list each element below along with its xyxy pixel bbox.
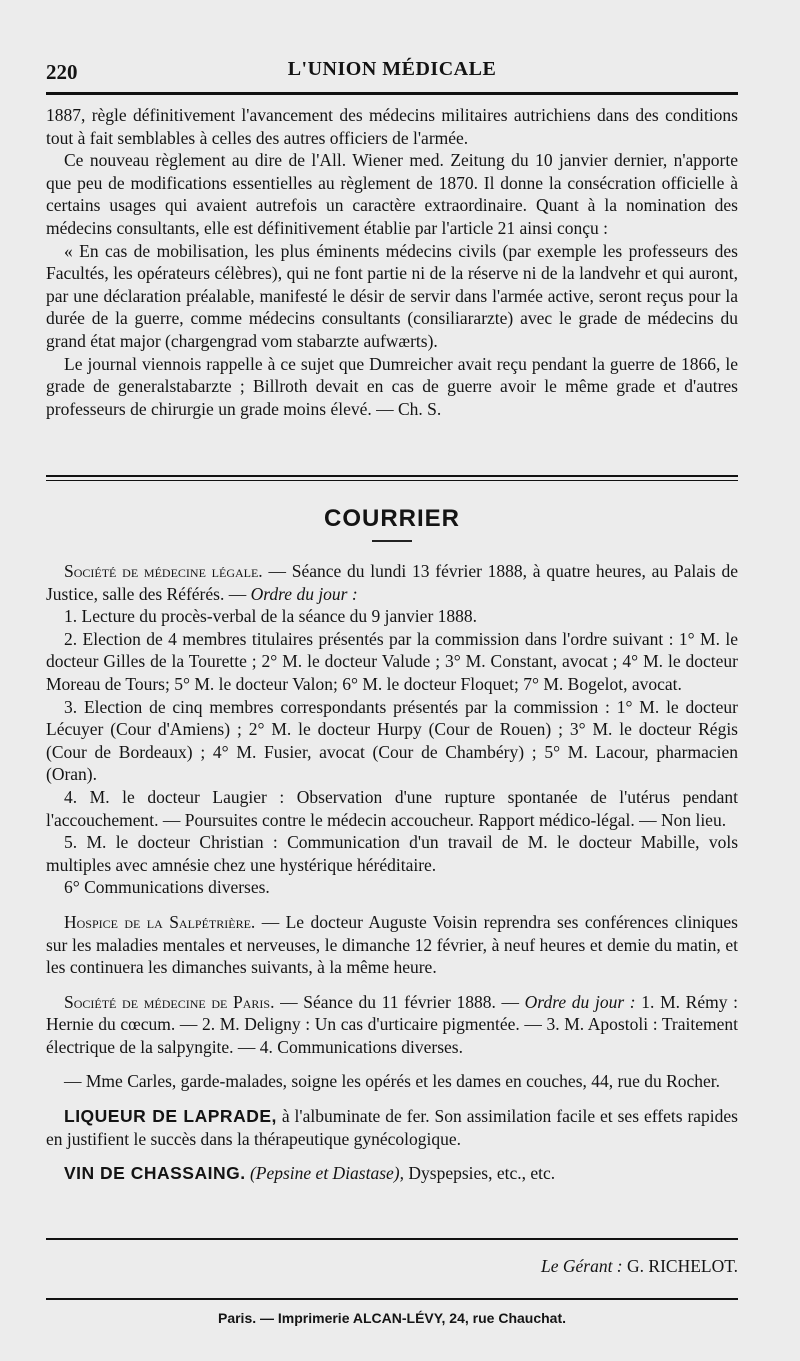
agenda-label: Ordre du jour : [250,583,358,604]
article-quote: « En cas de mobilisation, les plus éminents médecins civils (par exemple les professeurs des Facultés, les opérateurs célèbres), qui ne font partie ni de la réserve ni de la landvehr et qui auront, par une déclaration préalable, manifesté le désir de servir dans l'armée active, seront reçus pour la durée de la guerre, comme médecins consultants (consiliararzte) avec le grade de médecins du grand état major (chargengrad vom stabarzte aufwærts). [46,240,738,351]
agenda-item: 6° Communications diverses. [64,877,270,898]
salpetriere-lead: Hospice de la Salpétrière. [64,911,256,932]
chassaing-name: VIN DE CHASSAING. [64,1163,246,1184]
legal-society-intro: — Séance du lundi 13 février 1888, à quatre heures, au Palais de Justice, salle des Référés. — [46,561,738,604]
section-title-dash [372,540,412,542]
agenda-item: 5. M. le docteur Christian : Communication d'un travail de M. le docteur Mabille, vols multiples avec amnésie chez une hystérique héréditaire. [46,832,738,875]
section-rule-bottom [46,480,738,481]
signature-label: Le Gérant : [540,1256,623,1276]
article-paragraph: Le journal viennois rappelle à ce sujet que Dumreicher avait reçu pendant la guerre de 1866, le grade de generalstabarzte ; Billroth devait en cas de guerre avoir le même grade et d'autres professeurs de chirurgie un grade moins élevé. — Ch. S. [46,353,738,419]
paris-society-intro: — Séance du 11 février 1888. — [274,991,525,1012]
article-paragraph: 1887, règle définitivement l'avancement des médecins militaires autrichiens dans des conditions tout à fait semblables à celles des autres officiers de l'armée. [46,105,738,148]
signature [46,1256,738,1277]
page-header [46,58,738,88]
imprint: Paris. — Imprimerie ALCAN-LÉVY, 24, rue Chauchat. [217,1310,567,1326]
agenda-item: 1. Lecture du procès-verbal de la séance du 9 janvier 1888. [64,606,478,627]
nurse-notice: — Mme Carles, garde-malades, soigne les opérés et les dames en couches, 44, rue du Rocher. [64,1071,721,1092]
section-title: COURRIER [323,505,460,532]
running-title: L'UNION MÉDICALE [287,58,497,80]
chassaing-advert [46,1162,738,1185]
courrier-section [46,560,738,1185]
salpetriere-notice [46,911,738,979]
legal-society-notice [46,560,738,605]
chassaing-formula: (Pepsine et Diastase), [249,1163,405,1184]
agenda-item: 3. Election de cinq membres correspondants présentés par la commission : 1° M. le docteur Lécuyer (Cour d'Amiens) ; 2° M. le docteur Hurpy (Cour de Rouen) ; 3° M. le docteur Régis (Cour de Bordeaux) ; 4° M. Fusier, avocat (Cour de Chambéry) ; 5° M. Lacour, pharmacien (Oran). [46,696,738,785]
laprade-text: à l'albuminate de fer. Son assimilation facile et ses effets rapides en justifient le succès dans la thérapeutique gynécologique. [46,1106,738,1149]
paris-society-text: 1. M. Rémy : Hernie du cœcum. — 2. M. Deligny : Un cas d'urticaire pigmentée. — 3. M. Apostoli : Traitement électrique de la salpyngite. — 4. Communications diverses. [46,991,738,1057]
header-rule [46,92,738,95]
agenda-item: 2. Election de 4 membres titulaires présentés par la commission dans l'ordre suivant : 1° M. le docteur Gilles de la Tourette ; 2° M. le docteur Valude ; 3° M. Constant, avocat ; 4° M. le docteur Moreau de Tours; 5° M. le docteur Valon; 6° M. le docteur Floquet; 7° M. Bogelot, avocat. [46,628,738,694]
paris-society-lead: Société de médecine de Paris. [64,991,275,1012]
agenda-item: 4. M. le docteur Laugier : Observation d'une rupture spontanée de l'utérus pendant l'accouchement. — Poursuites contre le médecin accoucheur. Rapport médico-légal. — Non lieu. [46,786,738,830]
article-paragraph: Ce nouveau règlement au dire de l'All. Wiener med. Zeitung du 10 janvier dernier, n'apporte que peu de modifications essentielles au règlement de 1870. Il donne la consécration officielle à certains usages qui avaient autrefois un caractère extraordinaire. Quant à la nomination des médecins consultants, elle est définitivement établie par l'article 21 ainsi conçu : [46,150,738,238]
salpetriere-text: — Le docteur Auguste Voisin reprendra ses conférences cliniques sur les maladies mentales et nerveuses, le dimanche 12 février, à neuf heures et demie du matin, et les continuera les dimanches suivants, à la même heure. [46,911,738,978]
imprint-rule [46,1298,738,1300]
page-number: 220 [46,60,78,84]
laprade-advert [46,1105,738,1150]
signature-name: G. RICHELOT. [627,1256,738,1276]
section-rule-top [46,475,738,477]
laprade-name: LIQUEUR DE LAPRADE, [64,1106,277,1127]
top-article [46,104,738,420]
footer-rule [46,1238,738,1240]
paris-agenda-label: Ordre du jour : [524,991,636,1012]
chassaing-text: Dyspepsies, etc., etc. [404,1163,556,1184]
legal-society-lead: Société de médecine légale. [64,561,263,581]
paris-society-notice [46,991,738,1059]
